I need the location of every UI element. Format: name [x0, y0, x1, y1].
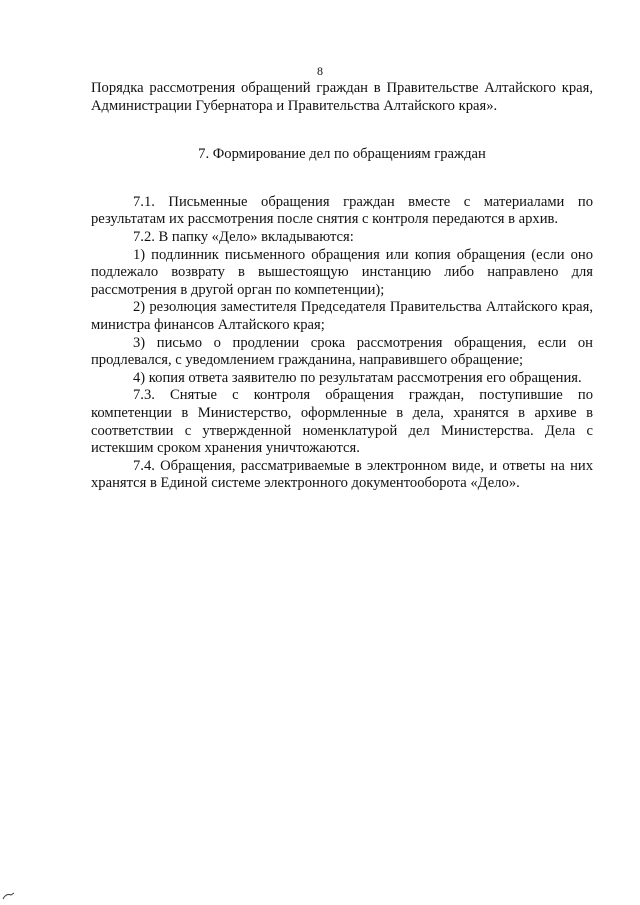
page-number: 8 [317, 64, 323, 78]
section-title: 7. Формирование дел по обращениям граждан [198, 146, 486, 163]
paragraph-7-1: 7.1. Письменные обращения граждан вместе с материалами по результатам их рассмотрения после снятия с контроля передаются в архив. [91, 193, 593, 228]
scan-artifact-icon [2, 891, 16, 901]
list-item-2: 2) резолюция заместителя Председателя Правительства Алтайского края, министра финансов Алтайского края; [91, 299, 593, 333]
paragraph-7-2: 7.2. В папку «Дело» вкладываются: [133, 228, 354, 245]
list-item-3: 3) письмо о продлении срока рассмотрения обращения, если он продлевался, с уведомлением гражданина, направившего обращение; [91, 334, 593, 369]
list-item-4: 4) копия ответа заявителю по результатам рассмотрения его обращения. [133, 369, 582, 386]
paragraph-7-4: 7.4. Обращения, рассматриваемые в электронном виде, и ответы на них хранятся в Единой системе электронного документооборота «Дело». [91, 457, 593, 492]
document-body [91, 80, 593, 493]
paragraph-7-3: 7.3. Снятые с контроля обращения граждан, поступившие по компетенции в Министерство, оформленные в дела, хранятся в архиве в соответствии с утвержденной номенклатурой дел Министерства. Дела с истекшим сроком хранения уничтожаются. [91, 387, 593, 457]
list-item-1: 1) подлинник письменного обращения или копия обращения (если оно подлежало возврату в вышестоящую инстанцию либо направлено для рассмотрения в другой орган по компетенции); [91, 246, 593, 298]
intro-paragraph: Порядка рассмотрения обращений граждан в Правительстве Алтайского края, Администрации Губернатора и Правительства Алтайского края». [91, 80, 593, 114]
